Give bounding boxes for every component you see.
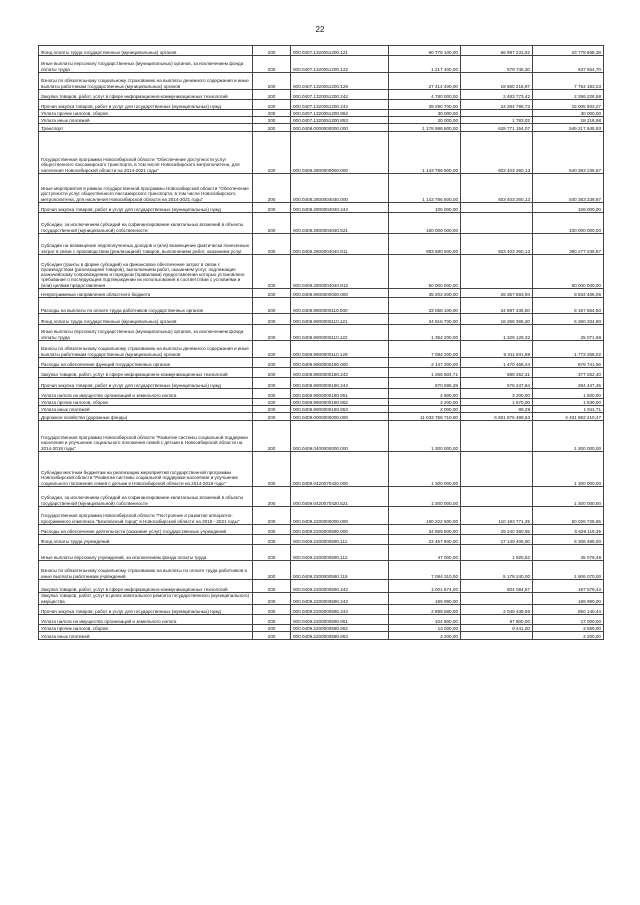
cell-name: Фонд оплаты труда государственных (муниципальных) органов [39,314,253,325]
cell-v3: 100 000 000,00 [533,213,604,234]
cell-v2: 18 256 365,20 [461,314,533,325]
cell-name: Уплата прочих налогов, сборов [39,110,253,117]
cell-vr: 200 [253,525,291,535]
cell-code: 000.0409.2200000590.852 [291,625,389,632]
cell-v1: 7 084 310,00 [389,561,461,580]
cell-code: 000.0407.1320051200.121 [291,46,389,56]
cell-v3: 45 079,48 [533,545,604,561]
cell-name: Расходы на выплаты по оплате труда работников государственных органов [39,298,253,314]
cell-code: 000.0407.1320051200.242 [291,90,389,100]
cell-code: 000.0409.2200000590.851 [291,615,389,625]
cell-name: Дорожное хозяйство (дорожные фонды) [39,413,253,421]
cell-name: Субсидии, за исключением субсидий на софинансирование капитальных вложений в объекты государственной (муниципальной) собственности [39,213,253,234]
cell-v1: 4 780 000,00 [389,90,461,100]
cell-v3: 1 300 000,00 [533,452,604,487]
cell-code: 000.0408.9900000110.000 [291,298,389,314]
cell-v3: 23 778 868,38 [533,46,604,56]
cell-name: Иные выплаты персоналу государственных (муниципальных) органов, за исключением фонда оплаты труда [39,56,253,73]
cell-v1: 90 776 100,00 [389,46,461,56]
cell-v1: 100 000 000,00 [389,213,461,234]
cell-v2: 2 049 439,56 [461,605,533,615]
cell-code: 000.0409.2200000590.243 [291,593,389,605]
cell-name: Иные выплаты персоналу учреждений, за исключением фонда оплаты труда [39,545,253,561]
cell-code: 000.0409.0420070420.000 [291,452,389,487]
cell-name: Расходы на обеспечение функций государственных органов [39,358,253,368]
table-row [39,110,604,117]
table-row [39,213,604,234]
cell-code: 000.0408.9900000110.122 [291,325,389,341]
cell-v2: 24 897 435,50 [461,298,533,314]
cell-v1: 1 143 786 500,00 [389,174,461,203]
cell-vr: 200 [253,413,291,421]
cell-v1: 870 695,29 [389,378,461,389]
cell-name: Фонд оплаты труда учреждений [39,535,253,545]
cell-vr: 200 [253,389,291,399]
cell-v3: 25 071,68 [533,325,604,341]
table-row [39,100,604,110]
cell-v3: 676 741,56 [533,358,604,368]
cell-v2: 603 403 260,13 [461,174,533,203]
cell-code: 000.0408.2800004040.000 [291,174,389,203]
cell-v3: 4 431 882 210,47 [533,413,604,421]
table-row [39,341,604,358]
cell-v2 [461,110,533,117]
cell-v2: 19 660 216,97 [461,73,533,90]
table-row [39,406,604,413]
cell-name: Непрограммные направления областного бюджета [39,289,253,298]
cell-name: Фонд оплаты труда государственных (муниципальных) органов [39,46,253,56]
table-row [39,507,604,525]
cell-v1: 27 414 400,00 [389,73,461,90]
cell-code: 000.0409.2200000590.242 [291,580,389,593]
cell-v2: 87 800,00 [461,615,533,625]
cell-v3: 189 990,00 [533,593,604,605]
cell-vr: 200 [253,110,291,117]
table-row [39,399,604,406]
cell-v1: 3 200,00 [389,399,461,406]
table-row [39,73,604,90]
cell-vr: 200 [253,535,291,545]
cell-v1: 189 990,00 [389,593,461,605]
cell-code: 000.0409.0400000000.000 [291,421,389,452]
cell-code: 000.0409.2200000590.119 [291,561,389,580]
cell-name: Расходы на обеспечение деятельности (оказание услуг) государственных учреждений [39,525,253,535]
cell-v3: 8 157 664,50 [533,298,604,314]
cell-code: 000.0407.1320051200.852 [291,110,389,117]
cell-vr: 200 [253,615,291,625]
table-row [39,132,604,174]
cell-v3: 6 360 334,80 [533,314,604,325]
table-row [39,298,604,314]
table-row [39,561,604,580]
cell-v2 [461,255,533,289]
cell-name: Прочая закупка товаров, работ и услуг для государственных (муниципальных) нужд [39,605,253,615]
cell-vr: 200 [253,341,291,358]
cell-name: Закупка товаров, работ, услуг в целях капитального ремонта государственного (муниципального) имущества [39,593,253,605]
cell-v2: 2 483 773,42 [461,90,533,100]
cell-v2 [461,593,533,605]
cell-v1: 2 899 580,00 [389,605,461,615]
cell-v3: 294 447,45 [533,378,604,389]
cell-vr: 200 [253,314,291,325]
cell-code: 000.0408.9900000110.129 [291,341,389,358]
cell-v2 [461,203,533,213]
cell-v1: 1 300 000,00 [389,487,461,507]
cell-v3: 197 579,43 [533,580,604,593]
table-row [39,632,604,640]
cell-v3: 50 028 728,65 [533,507,604,525]
cell-name: Уплата иных платежей [39,406,253,413]
cell-code: 000.0409.0000000000.000 [291,413,389,421]
cell-vr: 200 [253,124,291,132]
cell-v1: 35 202 300,00 [389,289,461,298]
cell-name: Иные выплаты персоналу государственных (муниципальных) органов, за исключением фонда оплаты труда [39,325,253,341]
cell-v3: 15 005 903,27 [533,100,604,110]
table-row [39,413,604,421]
cell-name: Уплата прочих налогов, сборов [39,399,253,406]
cell-v3: 2 296 226,58 [533,90,604,100]
cell-name: Субсидии местным бюджетам на реализацию мероприятий государственной программы Новосибирской области "Развитие системы социальной поддержки населения и улучшение социального положения семей с детьми в Новосибирской области на 2014-2019 годы" [39,452,253,487]
cell-v2: 9 441,00 [461,625,533,632]
cell-name: Закупка товаров, работ, услуг в сфере информационно-коммуникационных технологий [39,90,253,100]
cell-v3: 637 654,70 [533,56,604,73]
cell-v3: 3 559,00 [533,625,604,632]
table-row [39,389,604,399]
cell-name: Взносы по обязательному социальному страхованию на выплаты денежного содержания и иные выплаты работникам государственных (муниципальных) органов [39,73,253,90]
cell-code: 000.0408.9900000110.121 [291,314,389,325]
table-row [39,615,604,625]
cell-name: Уплата налога на имущество организаций и земельного налога [39,615,253,625]
cell-code: 000.0408.9900000190.851 [291,389,389,399]
cell-vr: 200 [253,174,291,203]
cell-name: Иные мероприятия в рамках государственной программы Новосибирской области "Обеспечение доступности услуг общественного пассажирского транспорта, в том числе Новосибирского метрополитена, для населения Новосибирской области на 2014-2021 годы" [39,174,253,203]
cell-v2 [461,487,533,507]
cell-code: 000.0409.2200000590.000 [291,525,389,535]
cell-v1: 30 000,00 [389,110,461,117]
table-row [39,56,604,73]
cell-code: 000.0409.2200000590.853 [291,632,389,640]
table-row [39,605,604,615]
cell-v1: 23 457 900,00 [389,535,461,545]
table-row [39,46,604,56]
cell-code: 000.0407.1320051200.853 [291,117,389,124]
table-row [39,525,604,535]
cell-name: Прочая закупка товаров, работ и услуг для государственных (муниципальных) нужд [39,203,253,213]
cell-v2: 29 240 380,65 [461,525,533,535]
cell-v1: 11 033 758 710,00 [389,413,461,421]
cell-v1: 7 084 200,00 [389,341,461,358]
cell-code: 000.0408.2800004040.244 [291,203,389,213]
cell-v1: 50 000 000,00 [389,255,461,289]
cell-name: Государственная программа Новосибирской области "Построение и развитие аппаратно-программного комплекса "Безопасный город" в Новосибирской области на 2015 - 2021 годы" [39,507,253,525]
cell-code: 000.0408.2800004040.521 [291,213,389,234]
cell-v2: 17 149 405,00 [461,535,533,545]
cell-v3: 1 300 000,00 [533,421,604,452]
cell-name: Уплата иных платежей [39,117,253,124]
cell-v3: 17 000,00 [533,615,604,625]
cell-v2: 24 284 796,73 [461,100,533,110]
cell-v3: 3 200,00 [533,632,604,640]
cell-v1: 993 680 500,00 [389,234,461,255]
cell-v2 [461,213,533,234]
cell-name: Субсидии на возмещение недополученных доходов и (или) возмещение фактически понесенных затрат в связи с производством (реализацией) товаров, выполнением работ, оказанием услуг [39,234,253,255]
cell-v2 [461,632,533,640]
cell-v3: 8 834 406,06 [533,289,604,298]
cell-v2: 603 403 260,13 [461,132,533,174]
cell-v2: 26 367 893,94 [461,289,533,298]
cell-vr: 200 [253,421,291,452]
cell-name: Прочая закупка товаров, работ и услуг для государственных (муниципальных) нужд [39,378,253,389]
cell-code: 000.0409.2200000590.244 [291,605,389,615]
cell-v2: 1 920,52 [461,545,533,561]
budget-table-body [39,46,604,640]
cell-v3: 377 252,40 [533,368,604,378]
cell-name: Транспорт [39,124,253,132]
cell-vr: 200 [253,213,291,234]
cell-name: Уплата прочих налогов, сборов [39,625,253,632]
cell-v1: 39 290 700,00 [389,100,461,110]
cell-code: 000.0409.0420070420.521 [291,487,389,507]
cell-v3: 540 383 239,87 [533,132,604,174]
cell-v1: 1 266 504,71 [389,368,461,378]
table-row [39,580,604,593]
cell-v3: 6 308 495,00 [533,535,604,545]
cell-vr: 200 [253,545,291,561]
cell-vr: 200 [253,452,291,487]
cell-v1: 1 300 000,00 [389,452,461,487]
cell-vr: 200 [253,298,291,314]
cell-v3: 549 217 645,93 [533,124,604,132]
table-row [39,124,604,132]
cell-v1: 13 000,00 [389,625,461,632]
cell-name: Закупка товаров, работ, услуг в сфере информационно-коммуникационных технологий [39,580,253,593]
cell-vr: 200 [253,100,291,110]
cell-name: Субсидии (гранты в форме субсидий) на финансовое обеспечение затрат в связи с производством (реализацией товаров), выполнением работ, оказанием услуг, подлежащие казначейскому сопровождению и порядком (правилами) предоставления которых установлено требование о последующем подтверждении их использования в соответствии с условиями и (или) целями предоставления [39,255,253,289]
cell-v1: 1 217 400,00 [389,56,461,73]
cell-v3: 7 754 183,03 [533,73,604,90]
cell-vr: 200 [253,325,291,341]
cell-vr: 200 [253,90,291,100]
table-row [39,255,604,289]
cell-vr: 200 [253,234,291,255]
cell-v1: 33 055 100,00 [389,298,461,314]
cell-v1: 1 001 674,00 [389,580,461,593]
cell-v3: 390 277 239,87 [533,234,604,255]
cell-code: 000.0408.9900000190.000 [291,358,389,368]
cell-code: 000.0408.9900000190.244 [291,378,389,389]
cell-vr: 200 [253,368,291,378]
cell-vr: 200 [253,117,291,124]
cell-vr: 200 [253,632,291,640]
cell-v2: 3 200,00 [461,389,533,399]
cell-v2: 66 997 231,62 [461,46,533,56]
cell-v2: 629 771 154,07 [461,124,533,132]
table-row [39,90,604,100]
cell-v2: 576 247,84 [461,378,533,389]
cell-vr: 200 [253,487,291,507]
table-row [39,174,604,203]
cell-vr: 200 [253,406,291,413]
cell-v2: 1 470 458,44 [461,358,533,368]
table-row [39,593,604,605]
cell-vr: 200 [253,132,291,174]
table-row [39,545,604,561]
cell-code: 000.0407.1320051200.122 [291,56,389,73]
cell-v3: 50 000 000,00 [533,255,604,289]
cell-vr: 200 [253,255,291,289]
cell-code: 000.0408.0000000000.000 [291,124,389,132]
cell-vr: 200 [253,289,291,298]
cell-v1: 20 000,00 [389,117,461,124]
cell-v3: 540 383 239,87 [533,174,604,203]
cell-vr: 200 [253,46,291,56]
table-row [39,487,604,507]
cell-v1: 24 616 700,00 [389,314,461,325]
table-row [39,203,604,213]
cell-vr: 200 [253,580,291,593]
cell-name: Субсидии, за исключением субсидий на софинансирование капитальных вложений в объекты государственной (муниципальной) собственности [39,487,253,507]
cell-v2: 579 745,30 [461,56,533,73]
cell-code: 000.0409.2200000590.111 [291,535,389,545]
cell-vr: 200 [253,358,291,368]
cell-v1: 2 000,00 [389,406,461,413]
cell-vr: 200 [253,399,291,406]
cell-v3: 1 906 070,00 [533,561,604,580]
cell-code: 000.0408.9900000190.242 [291,368,389,378]
cell-v1: 34 869 500,00 [389,525,461,535]
cell-name: Взносы по обязательному социальному страхованию на выплаты денежного содержания и иные выплаты работникам государственных (муниципальных) органов [39,341,253,358]
cell-code: 000.0407.1320051200.129 [291,73,389,90]
cell-v2 [461,452,533,487]
cell-v3: 30 000,00 [533,110,604,117]
cell-code: 000.0408.9900000190.852 [291,399,389,406]
budget-table [38,45,604,640]
table-row [39,452,604,487]
cell-v1: 106 000,00 [389,203,461,213]
cell-v3: 1 772 258,02 [533,341,604,358]
cell-vr: 200 [253,378,291,389]
table-row [39,325,604,341]
cell-code: 000.0408.2800004040.812 [291,255,389,289]
cell-code: 000.0409.2200000000.000 [291,507,389,525]
cell-v2: 1 670,00 [461,399,533,406]
table-row [39,368,604,378]
cell-v1: 160 222 500,00 [389,507,461,525]
cell-v3: 1 911,71 [533,406,604,413]
cell-code: 000.0409.2200000590.112 [291,545,389,561]
table-row [39,378,604,389]
cell-name: Взносы по обязательному социальному страхованию на выплаты по оплате труда работников и иные выплаты работникам учреждений [39,561,253,580]
table-row [39,117,604,124]
cell-v3: 1 600,00 [533,389,604,399]
cell-name: Государственная программа Новосибирской области "Обеспечение доступности услуг общественного пассажирского транспорта, в том числе Новосибирского метрополитена, для населения Новосибирской области на 2014-2021 годы" [39,132,253,174]
cell-v3: 850 140,44 [533,605,604,615]
cell-vr: 200 [253,625,291,632]
cell-v1: 1 300 000,00 [389,421,461,452]
cell-v3: 5 629 119,35 [533,525,604,535]
cell-vr: 200 [253,56,291,73]
cell-name: Уплата иных платежей [39,632,253,640]
cell-v1: 104 800,00 [389,615,461,625]
cell-code: 000.0408.2800004040.811 [291,234,389,255]
table-row [39,289,604,298]
cell-name: Закупка товаров, работ, услуг в сфере информационно-коммуникационных технологий [39,368,253,378]
cell-code: 000.0408.9900000000.000 [291,289,389,298]
cell-v1: 1 178 988 800,00 [389,124,461,132]
cell-name: Государственная программа Новосибирской области "Развитие системы социальной поддержки населения и улучшение социального положения семей с детьми в Новосибирской области на 2014-2019 годы" [39,421,253,452]
cell-code: 000.0407.1320051200.244 [291,100,389,110]
table-row [39,421,604,452]
cell-v2: 5 178 240,00 [461,561,533,580]
cell-vr: 200 [253,561,291,580]
cell-v2: 1 783,02 [461,117,533,124]
cell-vr: 200 [253,73,291,90]
cell-v2 [461,421,533,452]
cell-v2: 889 252,31 [461,368,533,378]
cell-v2: 804 084,57 [461,580,533,593]
cell-vr: 200 [253,593,291,605]
table-row [39,625,604,632]
cell-vr: 200 [253,605,291,615]
cell-code: 000.0408.2800000000.000 [291,132,389,174]
cell-vr: 200 [253,203,291,213]
cell-code: 000.0408.9900000190.853 [291,406,389,413]
cell-v1: 3 200,00 [389,632,461,640]
cell-v1: 1 143 786 500,00 [389,132,461,174]
cell-v3: 18 216,98 [533,117,604,124]
table-row [39,234,604,255]
cell-v2: 1 329 128,32 [461,325,533,341]
cell-v1: 47 000,00 [389,545,461,561]
cell-v2: 5 311 941,98 [461,341,533,358]
cell-v3: 106 000,00 [533,203,604,213]
cell-v3: 1 300 000,00 [533,487,604,507]
cell-name: Прочая закупка товаров, работ и услуг для государственных (муниципальных) нужд [39,100,253,110]
cell-v2: 6 601 876 499,53 [461,413,533,421]
cell-v2: 603 403 260,13 [461,234,533,255]
cell-name: Уплата налога на имущество организаций и земельного налога [39,389,253,399]
cell-v1: 1 354 200,00 [389,325,461,341]
table-row [39,314,604,325]
cell-vr: 200 [253,507,291,525]
table-row [39,535,604,545]
cell-v1: 2 147 200,00 [389,358,461,368]
cell-v1: 4 800,00 [389,389,461,399]
page-number: 22 [315,25,325,34]
cell-v2: 88,29 [461,406,533,413]
cell-v2: 110 193 771,35 [461,507,533,525]
cell-v3: 1 530,00 [533,399,604,406]
table-row [39,358,604,368]
